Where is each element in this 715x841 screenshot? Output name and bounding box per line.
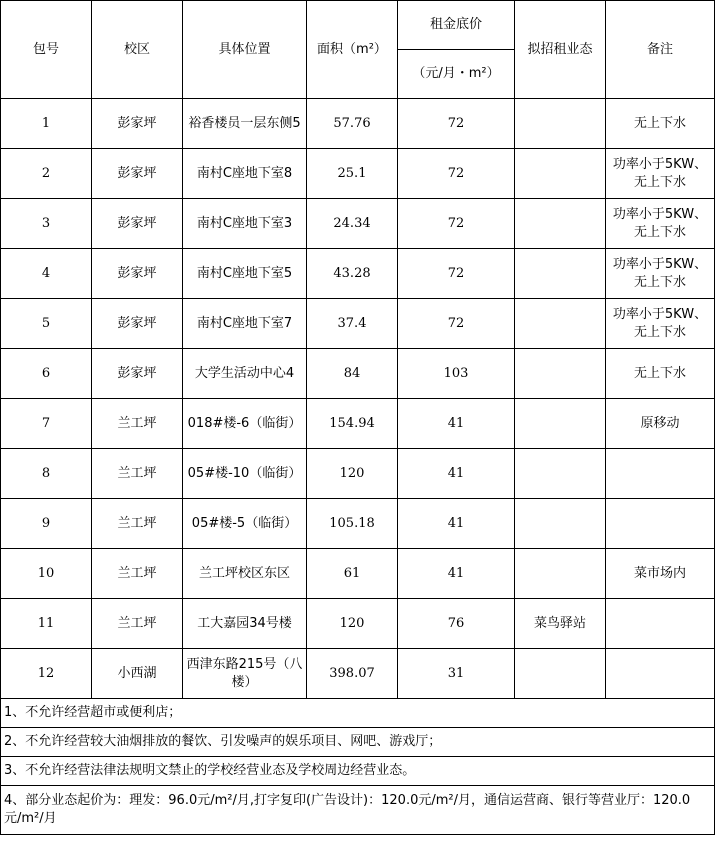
note-text: 1、不允许经营超市或便利店； <box>1 699 715 728</box>
cell-campus: 兰工坪 <box>92 449 183 499</box>
cell-business <box>515 199 606 249</box>
cell-rent: 72 <box>398 249 515 299</box>
cell-location: 南村C座地下室5 <box>183 249 307 299</box>
header-rent-top: 租金底价 <box>398 1 515 50</box>
cell-rent: 72 <box>398 149 515 199</box>
cell-pkg: 5 <box>1 299 92 349</box>
header-remark: 备注 <box>606 1 715 99</box>
table-row <box>1 499 715 549</box>
note-row <box>1 699 715 728</box>
cell-area: 43.28 <box>307 249 398 299</box>
header-area: 面积（m²） <box>307 1 398 99</box>
cell-pkg: 8 <box>1 449 92 499</box>
table-row <box>1 199 715 249</box>
cell-campus: 小西湖 <box>92 649 183 699</box>
cell-business <box>515 99 606 149</box>
table-row <box>1 549 715 599</box>
cell-location: 大学生活动中心4 <box>183 349 307 399</box>
cell-campus: 兰工坪 <box>92 499 183 549</box>
cell-remark: 菜市场内 <box>606 549 715 599</box>
cell-business <box>515 449 606 499</box>
cell-remark <box>606 649 715 699</box>
cell-pkg: 9 <box>1 499 92 549</box>
cell-pkg: 3 <box>1 199 92 249</box>
cell-campus: 兰工坪 <box>92 549 183 599</box>
cell-rent: 72 <box>398 299 515 349</box>
cell-business <box>515 249 606 299</box>
cell-rent: 103 <box>398 349 515 399</box>
table-row <box>1 399 715 449</box>
table-row <box>1 149 715 199</box>
cell-remark <box>606 499 715 549</box>
cell-location: 西津东路215号（八楼） <box>183 649 307 699</box>
cell-location: 05#楼-5（临街） <box>183 499 307 549</box>
cell-location: 05#楼-10（临街） <box>183 449 307 499</box>
note-text: 3、不允许经营法律法规明文禁止的学校经营业态及学校周边经营业态。 <box>1 757 715 786</box>
cell-area: 120 <box>307 599 398 649</box>
cell-business <box>515 549 606 599</box>
cell-remark: 功率小于5KW、无上下水 <box>606 299 715 349</box>
cell-area: 25.1 <box>307 149 398 199</box>
cell-business <box>515 399 606 449</box>
cell-remark: 功率小于5KW、无上下水 <box>606 149 715 199</box>
cell-remark: 原移动 <box>606 399 715 449</box>
table-row <box>1 299 715 349</box>
cell-location: 018#楼-6（临街） <box>183 399 307 449</box>
cell-pkg: 12 <box>1 649 92 699</box>
cell-area: 24.34 <box>307 199 398 249</box>
cell-rent: 41 <box>398 549 515 599</box>
cell-rent: 41 <box>398 499 515 549</box>
table-row <box>1 449 715 499</box>
cell-business <box>515 499 606 549</box>
cell-campus: 彭家坪 <box>92 99 183 149</box>
cell-campus: 兰工坪 <box>92 599 183 649</box>
header-rent-unit: （元/月・m²） <box>398 50 515 99</box>
cell-campus: 彭家坪 <box>92 199 183 249</box>
cell-location: 南村C座地下室8 <box>183 149 307 199</box>
cell-location: 裕香楼员一层东侧5 <box>183 99 307 149</box>
cell-area: 61 <box>307 549 398 599</box>
table-row <box>1 599 715 649</box>
cell-area: 105.18 <box>307 499 398 549</box>
table-row <box>1 649 715 699</box>
cell-campus: 彭家坪 <box>92 349 183 399</box>
note-text: 2、不允许经营较大油烟排放的餐饮、引发噪声的娱乐项目、网吧、游戏厅； <box>1 728 715 757</box>
cell-area: 84 <box>307 349 398 399</box>
cell-area: 120 <box>307 449 398 499</box>
cell-pkg: 6 <box>1 349 92 399</box>
cell-remark <box>606 599 715 649</box>
cell-business <box>515 149 606 199</box>
cell-business <box>515 299 606 349</box>
cell-remark <box>606 449 715 499</box>
cell-pkg: 7 <box>1 399 92 449</box>
table-row <box>1 349 715 399</box>
cell-campus: 彭家坪 <box>92 149 183 199</box>
table-row <box>1 99 715 149</box>
header-location: 具体位置 <box>183 1 307 99</box>
header-business: 拟招租业态 <box>515 1 606 99</box>
cell-area: 398.07 <box>307 649 398 699</box>
cell-location: 南村C座地下室3 <box>183 199 307 249</box>
note-row <box>1 728 715 757</box>
table-row <box>1 249 715 299</box>
cell-business: 菜鸟驿站 <box>515 599 606 649</box>
header-row <box>1 1 715 50</box>
cell-area: 37.4 <box>307 299 398 349</box>
header-campus: 校区 <box>92 1 183 99</box>
note-row <box>1 786 715 835</box>
cell-remark: 功率小于5KW、无上下水 <box>606 199 715 249</box>
cell-campus: 彭家坪 <box>92 249 183 299</box>
note-row <box>1 757 715 786</box>
cell-pkg: 1 <box>1 99 92 149</box>
cell-rent: 41 <box>398 449 515 499</box>
cell-rent: 72 <box>398 199 515 249</box>
cell-location: 兰工坪校区东区 <box>183 549 307 599</box>
cell-pkg: 10 <box>1 549 92 599</box>
cell-rent: 31 <box>398 649 515 699</box>
cell-business <box>515 649 606 699</box>
cell-pkg: 11 <box>1 599 92 649</box>
cell-business <box>515 349 606 399</box>
cell-rent: 72 <box>398 99 515 149</box>
cell-pkg: 2 <box>1 149 92 199</box>
cell-remark: 功率小于5KW、无上下水 <box>606 249 715 299</box>
cell-area: 154.94 <box>307 399 398 449</box>
cell-rent: 76 <box>398 599 515 649</box>
cell-pkg: 4 <box>1 249 92 299</box>
cell-location: 工大嘉园34号楼 <box>183 599 307 649</box>
note-text: 4、部分业态起价为：理发：96.0元/m²/月,打字复印(广告设计)：120.0元/m²/月，通信运营商、银行等营业厅：120.0元/m²/月 <box>1 786 715 835</box>
cell-remark: 无上下水 <box>606 349 715 399</box>
cell-location: 南村C座地下室7 <box>183 299 307 349</box>
cell-campus: 兰工坪 <box>92 399 183 449</box>
cell-area: 57.76 <box>307 99 398 149</box>
cell-campus: 彭家坪 <box>92 299 183 349</box>
header-pkg: 包号 <box>1 1 92 99</box>
cell-rent: 41 <box>398 399 515 449</box>
cell-remark: 无上下水 <box>606 99 715 149</box>
